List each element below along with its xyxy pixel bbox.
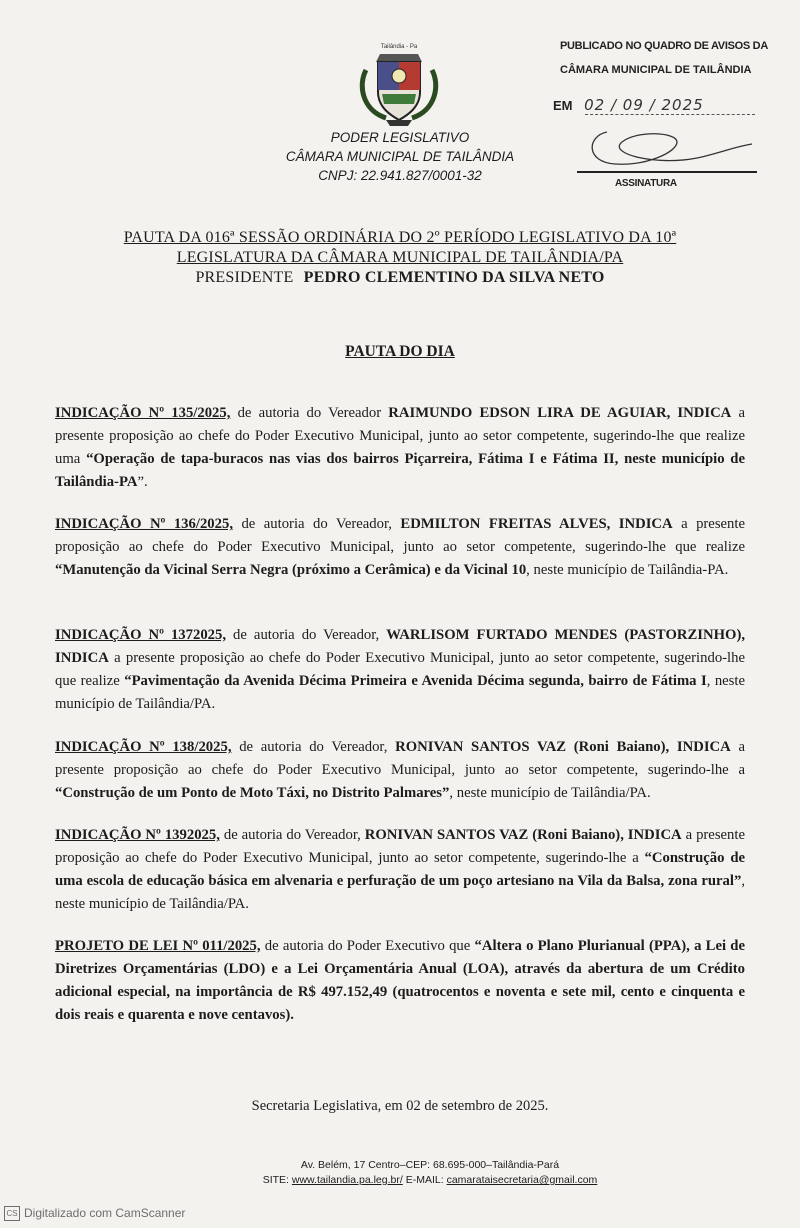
- footer-address: Av. Belém, 17 Centro–CEP: 68.695-000–Tailândia-Pará: [300, 1159, 560, 1171]
- signoff: Secretaria Legislativa, em 02 de setembro de 2025.: [251, 1098, 549, 1114]
- item-author: RONIVAN SANTOS VAZ (Roni Baiano), INDICA: [395, 739, 731, 755]
- stamp-divider: [585, 114, 755, 115]
- item-author: WARLISOM FURTADO MENDES (PASTORZINHO), INDICA: [55, 627, 746, 666]
- item-subject: “Construção de um Ponto de Moto Táxi, no Distrito Palmares”: [55, 785, 450, 801]
- agenda-item: [55, 935, 745, 1027]
- item-text: a presente proposição ao chefe do Poder Executivo Municipal, junto ao setor competente, sugerindo-lhe que realize: [55, 516, 745, 555]
- item-subject: “Manutenção da Vicinal Serra Negra (próximo a Cerâmica) e da Vicinal 10: [55, 562, 527, 578]
- president-name: PEDRO CLEMENTINO DA SILVA NETO: [303, 269, 605, 286]
- footer: [150, 1158, 710, 1188]
- item-text: , neste município de Tailândia/PA.: [55, 673, 746, 712]
- item-text: a presente proposição ao chefe do Poder Executivo Municipal, junto ao setor competente, sugerindo-lhe a: [55, 827, 745, 866]
- item-text: de autoria do Vereador,: [231, 739, 396, 755]
- session-title: [60, 228, 740, 288]
- stamp-line-1: PUBLICADO NO QUADRO DE AVISOS DA: [560, 40, 768, 52]
- header-line-1: PODER LEGISLATIVO: [330, 130, 470, 145]
- item-text: de autoria do Vereador,: [226, 627, 387, 643]
- item-author: RONIVAN SANTOS VAZ (Roni Baiano), INDICA: [364, 827, 682, 843]
- header-line-3: CNPJ: 22.941.827/0001-32: [318, 168, 482, 183]
- president-label: PRESIDENTE: [195, 269, 294, 286]
- item-author: EDMILTON FREITAS ALVES, INDICA: [400, 516, 673, 532]
- agenda-item: [55, 736, 745, 805]
- item-heading: INDICAÇÃO Nº 135/2025,: [55, 405, 231, 421]
- handwritten-signature: [567, 122, 767, 182]
- agenda-item: [55, 402, 745, 494]
- item-text: , neste município de Tailândia/PA.: [55, 873, 745, 912]
- item-text: de autoria do Poder Executivo que: [260, 938, 475, 954]
- agenda-heading: PAUTA DO DIA: [345, 343, 455, 360]
- item-subject: “Construção de uma escola de educação básica em alvenaria e perfuração de um poço artesiano na Vila da Balsa, zona rural”: [55, 850, 746, 889]
- item-heading: PROJETO DE LEI Nº 011/2025,: [55, 938, 261, 954]
- item-text: a presente proposição ao chefe do Poder Executivo Municipal, junto ao setor competente, sugerindo-lhe que realize uma: [55, 405, 745, 467]
- item-text: a presente proposição ao chefe do Poder Executivo Municipal, junto ao setor competente, sugerindo-lhe que realize: [55, 650, 745, 689]
- site-label: SITE:: [262, 1174, 289, 1186]
- title-line-2: LEGISLATURA DA CÂMARA MUNICIPAL DE TAILÂNDIA/PA: [176, 249, 624, 266]
- stamp-date-row: [553, 96, 704, 114]
- title-president-row: [60, 268, 740, 288]
- item-subject: “Altera o Plano Plurianual (PPA), a Lei de Diretrizes Orçamentárias (LDO) e a Lei Orçamentária Anual (LOA), através da abertura de um Crédito adicional especial, na importância de R$ 497.152,49 (quatrocentos e noventa e sete mil, cento e cinquenta e dois reais e quarenta e nove centavos).: [55, 938, 745, 1023]
- agenda-item: [55, 824, 745, 916]
- email-link[interactable]: camarataisecretaria@gmail.com: [446, 1174, 598, 1186]
- item-text: de autoria do Vereador,: [233, 516, 401, 532]
- stamp-em-label: EM: [553, 98, 573, 113]
- agenda-item: [55, 624, 745, 716]
- item-text: de autoria do Vereador,: [219, 827, 365, 843]
- title-line-1: PAUTA DA 016ª SESSÃO ORDINÁRIA DO 2º PERÍODO LEGISLATIVO DA 10ª: [123, 229, 677, 246]
- email-label: E-MAIL:: [405, 1174, 444, 1186]
- stamp-date: 02 / 09 / 2025: [584, 96, 704, 114]
- camscanner-icon: CS: [4, 1206, 20, 1221]
- header-line-2: CÂMARA MUNICIPAL DE TAILÂNDIA: [285, 149, 515, 164]
- stamp-line-2: CÂMARA MUNICIPAL DE TAILÂNDIA: [560, 64, 752, 76]
- agenda-item: [55, 513, 745, 582]
- footer-contacts: [150, 1173, 710, 1188]
- item-text: de autoria do Vereador: [230, 405, 389, 421]
- crest-label: Tailândia - Pa: [380, 44, 418, 50]
- stamp-signature-label: ASSINATURA: [615, 178, 677, 189]
- item-heading: INDICAÇÃO Nº 1372025,: [55, 627, 227, 643]
- item-text: ”.: [137, 474, 148, 490]
- publication-stamp: [545, 34, 775, 194]
- item-heading: INDICAÇÃO Nº 1392025,: [55, 827, 220, 843]
- item-text: , neste município de Tailândia/PA.: [449, 785, 651, 801]
- item-text: , neste município de Tailândia-PA.: [526, 562, 729, 578]
- municipal-crest: [356, 40, 442, 128]
- site-link[interactable]: www.tailandia.pa.leg.br/: [291, 1174, 403, 1186]
- item-heading: INDICAÇÃO Nº 136/2025,: [55, 516, 234, 532]
- item-subject: “Pavimentação da Avenida Décima Primeira e Avenida Décima segunda, bairro de Fátima I: [124, 673, 707, 689]
- scanner-text: Digitalizado com CamScanner: [24, 1206, 186, 1220]
- item-text: a presente proposição ao chefe do Poder Executivo Municipal, junto ao setor competente, sugerindo-lhe a: [55, 739, 745, 778]
- item-subject: “Operação de tapa-buracos nas vias dos bairros Piçarreira, Fátima I e Fátima II, neste município de Tailândia-PA: [55, 451, 745, 490]
- scanner-watermark: [4, 1206, 185, 1221]
- item-heading: INDICAÇÃO Nº 138/2025,: [55, 739, 232, 755]
- chamber-header: [240, 128, 560, 185]
- item-author: RAIMUNDO EDSON LIRA DE AGUIAR, INDICA: [388, 405, 732, 421]
